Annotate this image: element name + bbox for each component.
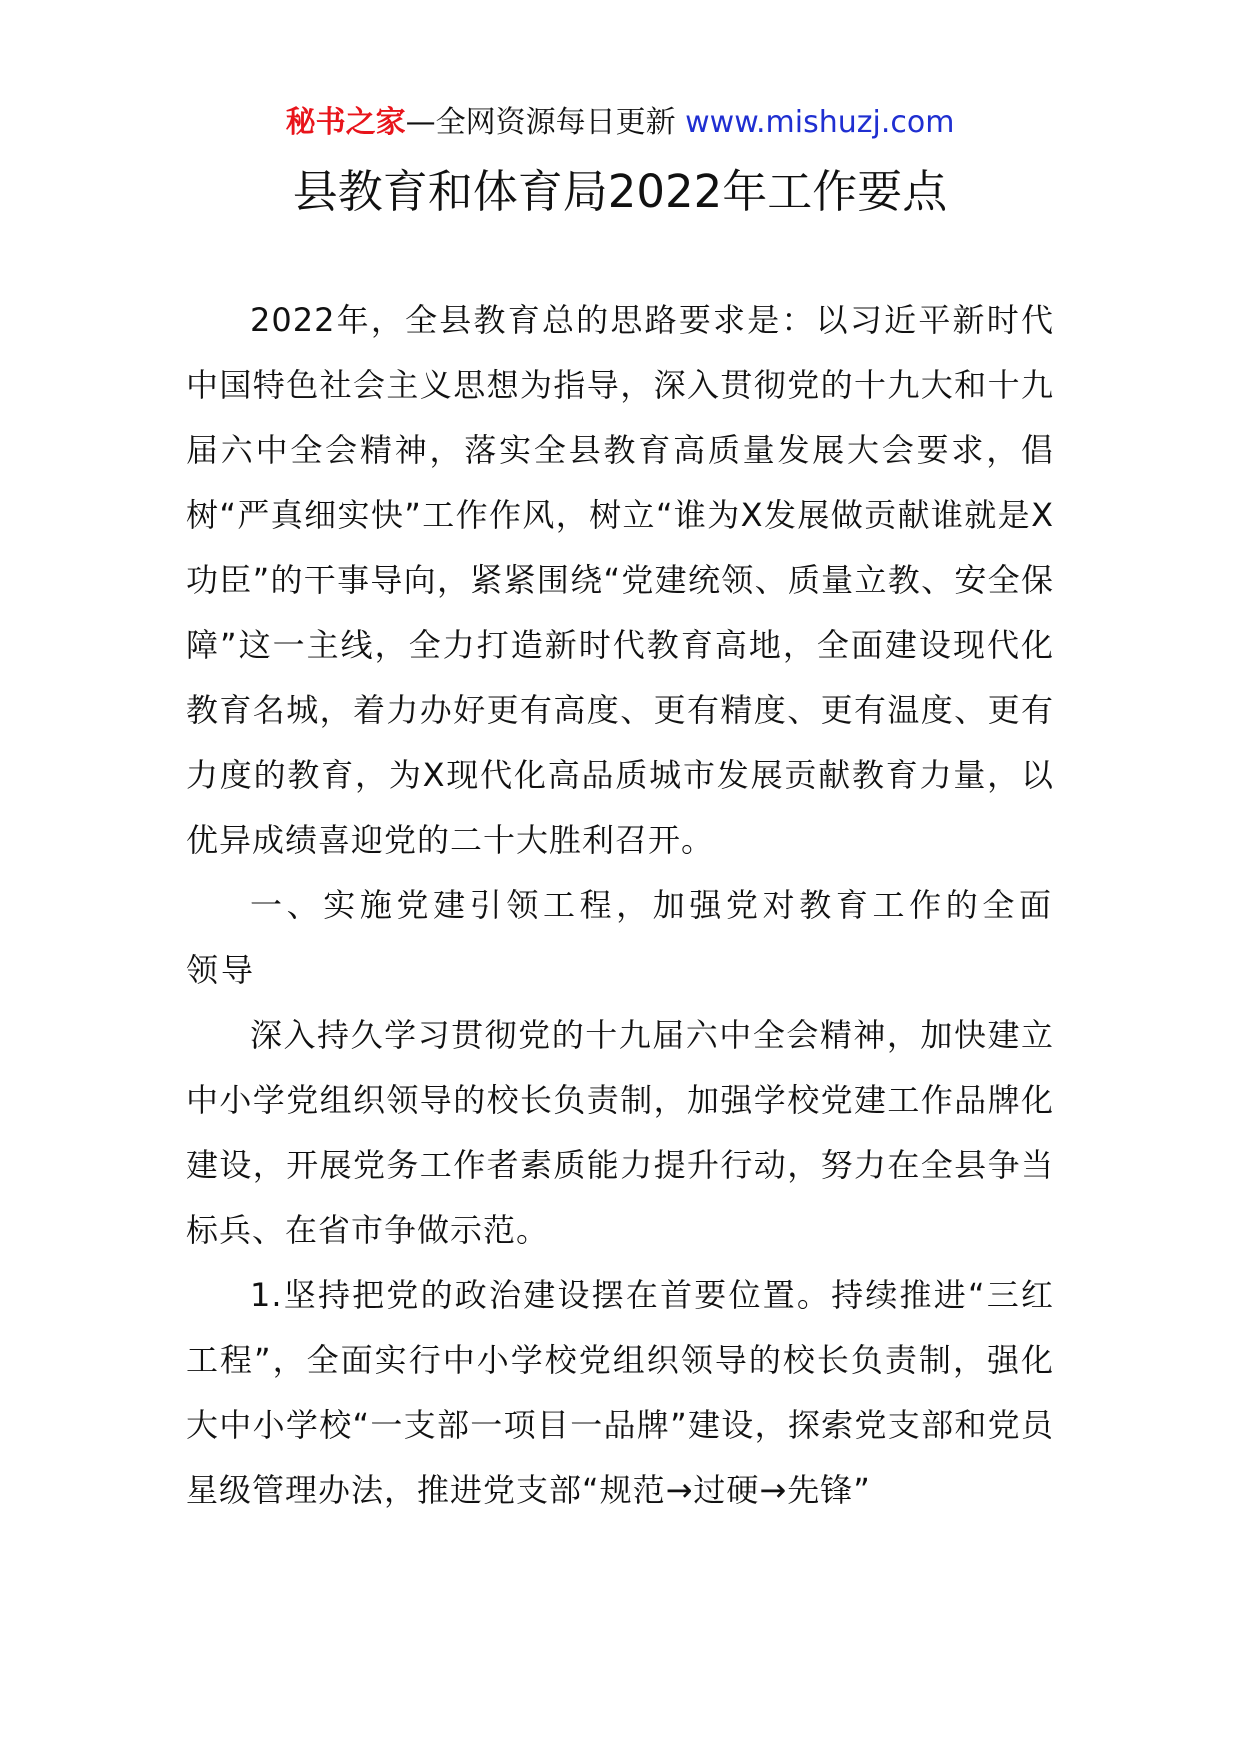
section-paragraph: 深入持久学习贯彻党的十九届六中全会精神，加快建立中小学党组织领导的校长负责制，加强学校党建工作品牌化建设，开展党务工作者素质能力提升行动，努力在全县争当标兵、在省市争做示范。 <box>186 1016 1054 1249</box>
site-banner <box>0 100 1240 146</box>
document-title: 县教育和体育局2022年工作要点 <box>292 165 948 218</box>
site-url-link[interactable]: www.mishuzj.com <box>685 105 955 140</box>
item-paragraph: 1.坚持把党的政治建设摆在首要位置。持续推进“三红工程”，全面实行中小学校党组织领导的校长负责制，强化大中小学校“一支部一项目一品牌”建设，探索党支部和党员星级管理办法，推进党支部“规范→过硬→先锋” <box>186 1276 1054 1509</box>
intro-paragraph: 2022年，全县教育总的思路要求是：以习近平新时代中国特色社会主义思想为指导，深入贯彻党的十九大和十九届六中全会精神，落实全县教育高质量发展大会要求，倡树“严真细实快”工作作风，树立“谁为X发展做贡献谁就是X功臣”的干事导向，紧紧围绕“党建统领、质量立教、安全保障”这一主线，全力打造新时代教育高地，全面建设现代化教育名城，着力办好更有高度、更有精度、更有温度、更有力度的教育，为X现代化高品质城市发展贡献教育力量，以优异成绩喜迎党的二十大胜利召开。 <box>186 301 1054 859</box>
brand-name: 秘书之家 <box>285 105 406 140</box>
section-heading: 一、实施党建引领工程，加强党对教育工作的全面领导 <box>186 886 1054 989</box>
banner-slogan: —全网资源每日更新 <box>405 105 676 140</box>
document-body <box>186 288 1054 1523</box>
